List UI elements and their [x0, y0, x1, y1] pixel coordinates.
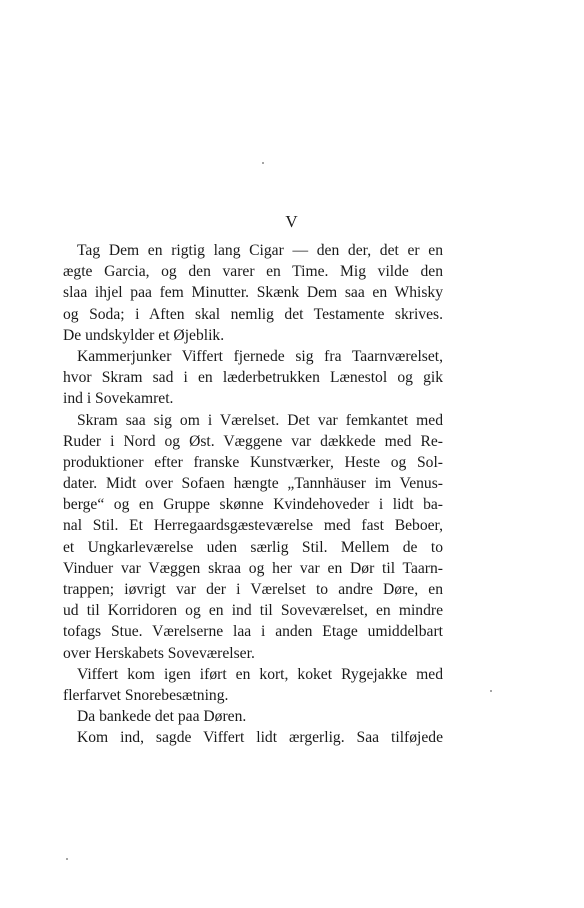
text-line: slaa ihjel paa fem Minutter. Skænk Dem saa en Whisky [63, 284, 443, 302]
text-line: ind i Sovekamret. [63, 390, 174, 408]
text-line: De undskylder et Øjeblik. [63, 326, 225, 344]
text-line: et Ungkarleværelse uden særlig Stil. Mellem de to [63, 538, 443, 556]
text-line: og Soda; i Aften skal nemlig det Testamente skrives. [63, 305, 443, 323]
text-line: produktioner efter franske Kunstværker, Heste og Sol- [63, 453, 443, 471]
print-speck [490, 690, 492, 692]
body-text [63, 240, 443, 749]
text-line: hvor Skram sad i en læderbetrukken Lænestol og gik [63, 369, 443, 387]
text-line: nal Stil. Et Herregaardsgæsteværelse med fast Beboer, [63, 517, 443, 535]
print-speck [66, 858, 68, 860]
print-speck [262, 162, 264, 164]
text-line: Da bankede det paa Døren. [77, 708, 247, 726]
chapter-heading: V [285, 212, 299, 231]
text-line: Kom ind, sagde Viffert lidt ærgerlig. Saa tilføjede [77, 729, 443, 747]
text-line: Kammerjunker Viffert fjernede sig fra Taarnværelset, [77, 347, 443, 365]
text-line: Skram saa sig om i Værelset. Det var femkantet med [77, 411, 443, 429]
text-line: tofags Stue. Værelserne laa i anden Etage umiddelbart [63, 623, 443, 641]
text-line: Ruder i Nord og Øst. Væggene var dækkede med Re- [63, 432, 443, 450]
text-line: flerfarvet Snorebesætning. [63, 686, 229, 704]
text-line: ud til Korridoren og en ind til Soveværelset, en mindre [63, 602, 443, 620]
text-line: berge“ og en Gruppe skønne Kvindehoveder i lidt ba- [63, 496, 443, 514]
text-line: Vinduer var Væggen skraa og her var en Dør til Taarn- [63, 559, 443, 577]
text-line: Viffert kom igen iført en kort, koket Rygejakke med [77, 665, 443, 683]
text-line: over Herskabets Soveværelser. [63, 644, 255, 662]
text-line: trappen; iøvrigt var der i Værelset to andre Døre, en [63, 581, 443, 598]
text-line: ægte Garcia, og den varer en Time. Mig vilde den [63, 263, 443, 281]
text-line: dater. Midt over Sofaen hængte „Tannhäuser im Venus- [63, 475, 443, 493]
text-line: Tag Dem en rigtig lang Cigar — den der, det er en [77, 242, 443, 259]
